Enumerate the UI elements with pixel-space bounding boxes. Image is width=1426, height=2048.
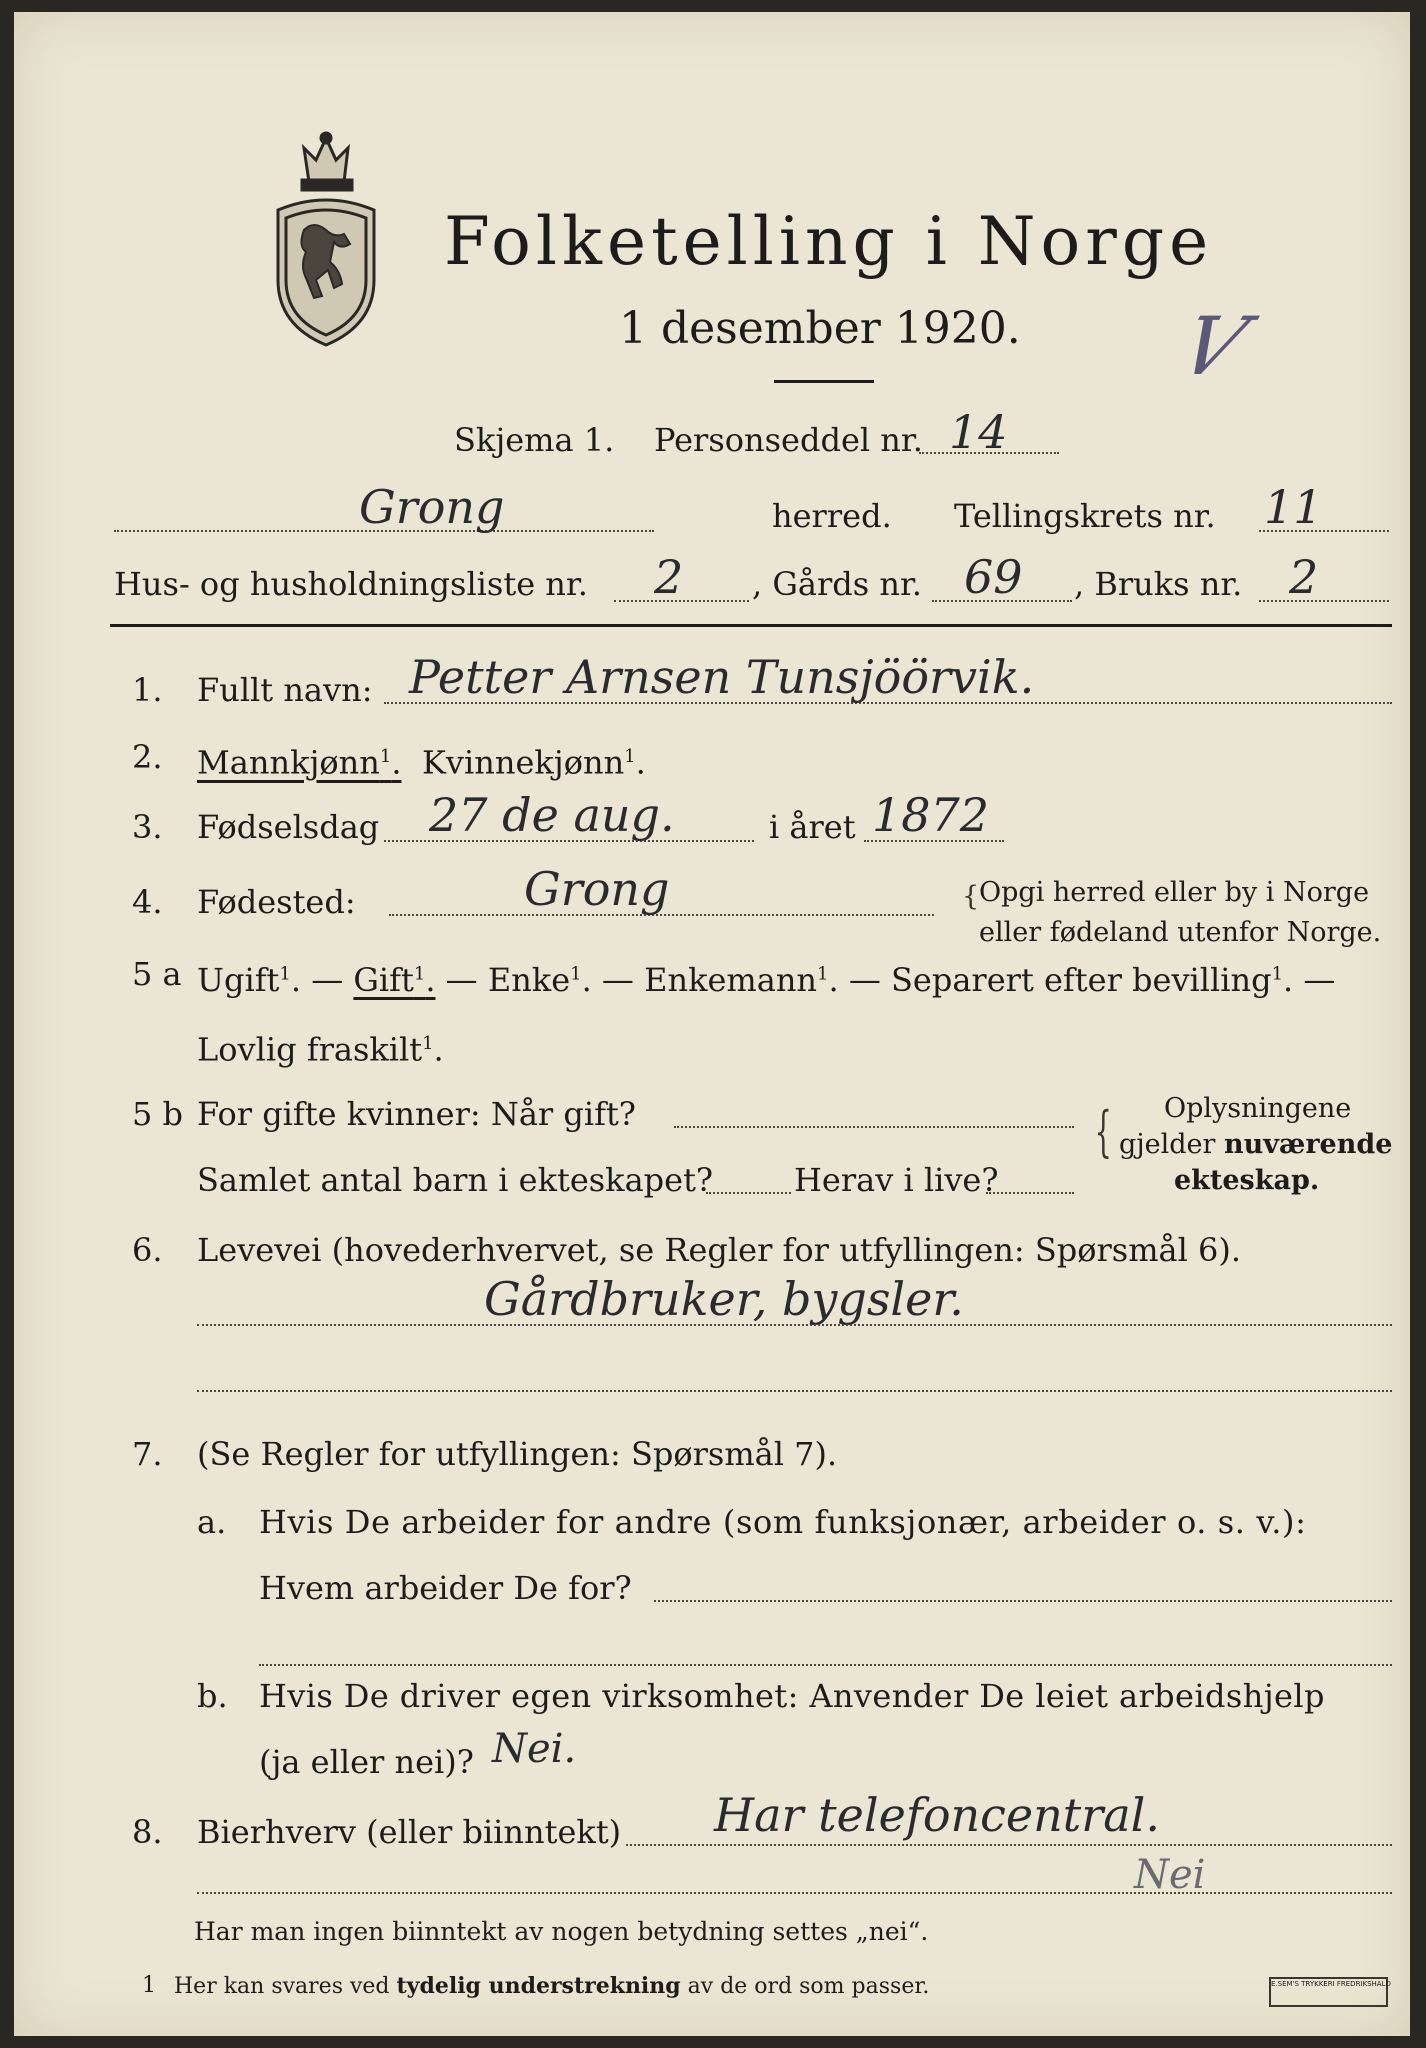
q7a-letter: a. — [197, 1503, 227, 1541]
husholdning-label: Hus- og husholdningsliste nr. — [114, 565, 588, 603]
q5a-fraskilt-option[interactable]: Lovlig fraskilt$^1$. — [197, 1030, 444, 1069]
form-title: Folketelling i Norge — [444, 203, 1214, 280]
q8-dotted-line-2 — [197, 1892, 1392, 1894]
q5a-options: Ugift$^1$. — Gift$^1$. — Enke$^1$. — Enkemann$^1$. — Separert efter bevilling$^1$. — — [197, 960, 1336, 999]
q6-dotted-line-1 — [197, 1324, 1392, 1326]
skjema-label: Skjema 1. — [454, 421, 615, 459]
gards-number[interactable]: 69 — [964, 550, 1023, 604]
q2-number: 2. — [132, 738, 163, 776]
q3-birth-day[interactable]: 27 de aug. — [429, 788, 675, 842]
q4-birthplace[interactable]: Grong — [524, 862, 670, 916]
handwritten-checkmark: V — [1167, 300, 1259, 393]
q8-label: Bierhverv (eller biinntekt) — [197, 1813, 622, 1851]
bruks-dotted-line — [1259, 600, 1389, 602]
q4-brace-icon: { — [962, 881, 980, 912]
personseddel-number[interactable]: 14 — [949, 405, 1008, 459]
q7-label: (Se Regler for utfyllingen: Spørsmål 7). — [197, 1435, 838, 1473]
q8-dotted-line-1 — [626, 1844, 1392, 1846]
title-divider — [774, 380, 874, 383]
q4-note-line1: Opgi herred eller by i Norge — [979, 877, 1370, 908]
footnote-mark: 1 — [142, 1973, 156, 1998]
q1-full-name[interactable]: Petter Arnsen Tunsjöörvik. — [409, 650, 1035, 704]
q7-number: 7. — [132, 1435, 163, 1473]
q5b-children-dotted-line — [706, 1192, 791, 1194]
q4-label: Fødested: — [197, 883, 356, 921]
q5a-ugift-option[interactable]: Ugift$^1$. — [197, 960, 302, 999]
q5a-gift-option[interactable]: Gift$^1$. — [353, 960, 436, 999]
q3-year-label: i året — [769, 808, 856, 846]
tellingskrets-label: Tellingskrets nr. — [954, 497, 1216, 535]
q5b-when-dotted-line — [674, 1126, 1074, 1128]
q3-label: Fødselsdag — [197, 808, 380, 846]
q5a-enke-option[interactable]: Enke$^1$. — [487, 960, 592, 999]
q7a-dotted-line-1 — [654, 1600, 1392, 1602]
q2-female-option[interactable]: Kvinnekjønn$^1$. — [422, 743, 646, 782]
tellingskrets-number[interactable]: 11 — [1264, 480, 1323, 534]
q5b-note-line2: gjelder nuværende — [1119, 1129, 1393, 1160]
footnote-text: Her kan svares ved tydelig understrekning av de ord som passer. — [174, 1973, 930, 1999]
q2-male-option[interactable]: Mannkjønn$^1$. — [197, 743, 402, 782]
header-rule — [110, 624, 1392, 627]
q4-number: 4. — [132, 883, 163, 921]
q7b-letter: b. — [197, 1677, 228, 1715]
q7a-text: Hvis De arbeider for andre (som funksjonær, arbeider o. s. v.): — [259, 1503, 1307, 1541]
q8-number: 8. — [132, 1813, 163, 1851]
personseddel-label: Personseddel nr. — [654, 421, 923, 459]
q5b-alive-label: Herav i live? — [794, 1161, 999, 1199]
q6-dotted-line-2 — [197, 1390, 1392, 1392]
bruks-number[interactable]: 2 — [1289, 550, 1319, 604]
q7b-answer[interactable]: Nei. — [492, 1726, 577, 1772]
bruks-label: , Bruks nr. — [1074, 565, 1243, 603]
q6-occupation[interactable]: Gårdbruker, bygsler. — [484, 1272, 964, 1326]
q5a-separert-option[interactable]: Separert efter bevilling$^1$. — [891, 960, 1294, 999]
herred-label: herred. — [772, 497, 892, 535]
q5a-enkemann-option[interactable]: Enkemann$^1$. — [644, 960, 839, 999]
herred-value[interactable]: Grong — [359, 480, 505, 534]
printer-stamp: E.SEM'S TRYKKERI FREDRIKSHALD — [1269, 1977, 1388, 2007]
gards-label: , Gårds nr. — [752, 565, 922, 603]
q8-pencil-mark: Nei — [1134, 1852, 1206, 1898]
coat-of-arms-icon — [264, 130, 389, 350]
census-form-sheet — [14, 12, 1410, 2036]
q8-side-income[interactable]: Har telefoncentral. — [714, 1788, 1160, 1842]
q3-birth-year[interactable]: 1872 — [872, 788, 990, 842]
q5b-alive-dotted-line — [986, 1192, 1074, 1194]
census-date: 1 desember 1920. — [619, 303, 1021, 354]
q7a-dotted-line-2 — [259, 1664, 1392, 1666]
q6-number: 6. — [132, 1231, 163, 1269]
q5b-brace-icon: { — [1094, 1100, 1112, 1163]
q5a-number: 5 a — [132, 955, 182, 993]
husholdning-number[interactable]: 2 — [654, 550, 684, 604]
q5b-note-line1: Oplysningene — [1164, 1093, 1352, 1124]
q1-label: Fullt navn: — [197, 671, 373, 709]
q4-note-line2: eller fødeland utenfor Norge. — [979, 917, 1382, 948]
q5b-number: 5 b — [132, 1095, 184, 1133]
q5b-note-line3: ekteskap. — [1174, 1165, 1320, 1196]
q3-number: 3. — [132, 808, 163, 846]
q7a-sub-label: Hvem arbeider De for? — [259, 1569, 632, 1607]
q5b-label: For gifte kvinner: Når gift? — [197, 1095, 636, 1133]
q7b-sub-label: (ja eller nei)? — [259, 1743, 474, 1781]
q7b-text: Hvis De driver egen virksomhet: Anvender De leiet arbeidshjelp — [259, 1677, 1325, 1715]
q1-number: 1. — [132, 671, 163, 709]
q6-label: Levevei (hovederhvervet, se Regler for utfyllingen: Spørsmål 6). — [197, 1231, 1242, 1269]
nei-instruction: Har man ingen biinntekt av nogen betydning settes „nei“. — [194, 1917, 929, 1946]
q5b-children-label: Samlet antal barn i ekteskapet? — [197, 1161, 714, 1199]
